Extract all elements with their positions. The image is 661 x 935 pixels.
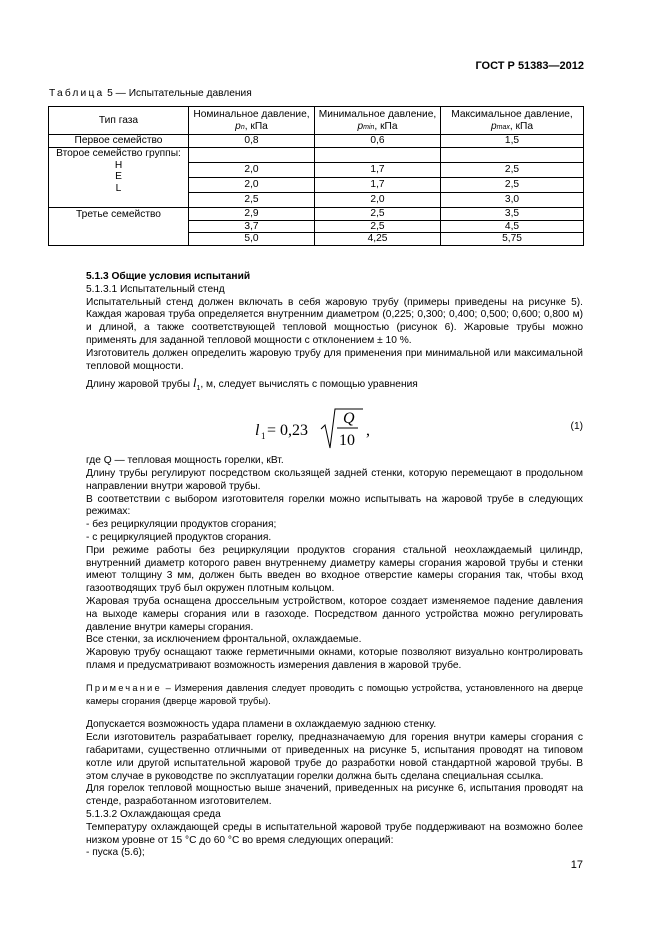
minimum-cell: 1,7 xyxy=(315,177,441,192)
nominal-cell: 2,0 xyxy=(189,177,315,192)
list-item: - с рециркуляцией продуктов сгорания. xyxy=(86,531,272,543)
paragraph: Изготовитель должен определить жаровую трубу для применения при минимальной или максимальной тепловой мощности. xyxy=(86,347,583,372)
table-row xyxy=(49,207,584,220)
minimum-cell: 2,5 xyxy=(315,207,441,220)
minimum-cell: 4,25 xyxy=(315,233,441,246)
svg-text:l: l xyxy=(255,422,260,440)
subsection-heading: 5.1.3.1 Испытательный стенд xyxy=(86,283,225,295)
subsection-heading: 5.1.3.2 Охлаждающая среда xyxy=(86,808,221,820)
paragraph: Жаровая труба оснащена дроссельным устройством, которое создает изменяемое падение давления на выходе камеры сгорания или в газоходе. Посредством данного устройства можно регулировать давление внутри камеры сгорания. xyxy=(86,595,583,633)
header-minimum: Минимальное давление, pmin, кПа xyxy=(315,107,441,135)
paragraph: Допускается возможность удара пламени в охлаждаемую заднюю стенку. xyxy=(86,719,437,731)
nominal-cell: 3,7 xyxy=(189,220,315,233)
table-header-row xyxy=(49,107,584,135)
paragraph: Для горелок тепловой мощностью выше значений, приведенных на рисунке 6, испытания проводят на стенде, разработанном изготовителем. xyxy=(86,783,583,808)
note: Примечание – Измерения давления следует проводить с помощью устройства, установленного на дверце камеры сгорания (дверце жаровой трубы). xyxy=(86,682,583,706)
paragraph: При режиме работы без рециркуляции продуктов сгорания стальной неохлаждаемый цилиндр, внутренний диаметр которого равен внутреннему диаметру камеры сгорания жаровой трубы и стенки имеют толщину 3 мм, должен быть введен во входное отверстие камеры сгорания так, чтобы вход газоотводящих труб был окружен плотным кольцом. xyxy=(86,544,583,595)
formula xyxy=(255,405,415,458)
minimum-cell: 0,6 xyxy=(315,135,441,148)
gas-type-cell: Первое семейство xyxy=(49,135,189,148)
formula-svg xyxy=(255,405,415,453)
body-text xyxy=(86,271,583,860)
nominal-cell: 2,5 xyxy=(189,192,315,207)
page-number: 17 xyxy=(570,859,583,871)
svg-text:Q: Q xyxy=(343,410,355,428)
header-nominal: Номинальное давление, pn, кПа xyxy=(189,107,315,135)
paragraph: Если изготовитель разрабатывает горелку, предназначаемую для горения внутри камеры сгорания с габаритами, существенно отличными от приведенных на рисунке 5, испытания проводят на типовом котле или другой испытательной жаровой трубе до разработки новой стандартной жаровой трубы. В этом случае в руководстве по эксплуатации горелки должна быть сделана специальная ссылка. xyxy=(86,732,583,782)
test-pressures-table xyxy=(48,106,584,246)
maximum-cell: 3,5 xyxy=(441,207,584,220)
gas-type-cell: Третье семейство xyxy=(49,207,189,245)
minimum-cell: 1,7 xyxy=(315,162,441,177)
paragraph: В соответствии с выбором изготовителя горелки можно испытывать на жаровой трубе в следующих режимах: xyxy=(86,493,583,518)
section-heading: 5.1.3 Общие условия испытаний xyxy=(86,271,251,282)
maximum-cell: 2,5 xyxy=(441,162,584,177)
minimum-cell: 2,5 xyxy=(315,220,441,233)
paragraph: Температуру охлаждающей среды в испытательной жаровой трубе поддерживают на возможно более низком уровне от 15 °С до 60 °С во время следующих операций: xyxy=(86,821,583,846)
paragraph: Длину жаровой трубы $l_1$, м, следует вычислять с помощью уравнения xyxy=(86,375,418,393)
nominal-cell: 2,0 xyxy=(189,162,315,177)
paragraph: Все стенки, за исключением фронтальной, охлаждаемые. xyxy=(86,634,362,646)
header-gas-type: Тип газа xyxy=(49,107,189,135)
paragraph: Испытательный стенд должен включать в себя жаровую трубу (примеры приведены на рисунке 5). Каждая жаровая труба определяется внутренним диаметром (0,225; 0,300; 0,400; 0,500; 0,600; 0,800 м) и длиной, а также соответствующей тепловой мощностью (рисунок 6). Жаровые трубы можно применять для заданной тепловой мощности с отклонением ± 10 %. xyxy=(86,296,583,346)
equation-number: (1) xyxy=(570,421,583,433)
maximum-cell: 3,0 xyxy=(441,192,584,207)
document-id: ГОСТ Р 51383—2012 xyxy=(475,60,584,72)
maximum-cell: 5,75 xyxy=(441,233,584,246)
paragraph: Длину трубы регулируют посредством скользящей задней стенки, которую перемещают в продольном направлении внутри жаровой трубы. xyxy=(86,468,583,492)
svg-text:,: , xyxy=(366,422,370,440)
minimum-cell: 2,0 xyxy=(315,192,441,207)
maximum-cell: 4,5 xyxy=(441,220,584,233)
svg-text:= 0,23: = 0,23 xyxy=(267,422,309,440)
svg-text:1: 1 xyxy=(261,431,266,442)
svg-text:10: 10 xyxy=(339,432,355,450)
paragraph: Жаровую трубу оснащают также герметичными окнами, которые позволяют визуально контролировать пламя и предусматривают возможность измерения давления в жаровой трубе. xyxy=(86,647,583,671)
maximum-cell: 1,5 xyxy=(441,135,584,148)
header-maximum: Максимальное давление, pmax, кПа xyxy=(441,107,584,135)
list-item: - пуска (5.6); xyxy=(86,847,145,859)
nominal-cell: 5,0 xyxy=(189,233,315,246)
nominal-cell: 2,9 xyxy=(189,207,315,220)
maximum-cell: 2,5 xyxy=(441,177,584,192)
paragraph: где Q — тепловая мощность горелки, кВт. xyxy=(86,455,284,467)
nominal-cell: 0,8 xyxy=(189,135,315,148)
gas-type-cell: Второе семейство группы: H E L xyxy=(49,147,189,207)
table-caption: Таблица 5 — Испытательные давления xyxy=(49,88,252,99)
list-item: - без рециркуляции продуктов сгорания; xyxy=(86,519,277,531)
table-row xyxy=(49,147,584,162)
table-row xyxy=(49,135,584,148)
formula-block xyxy=(86,396,583,455)
